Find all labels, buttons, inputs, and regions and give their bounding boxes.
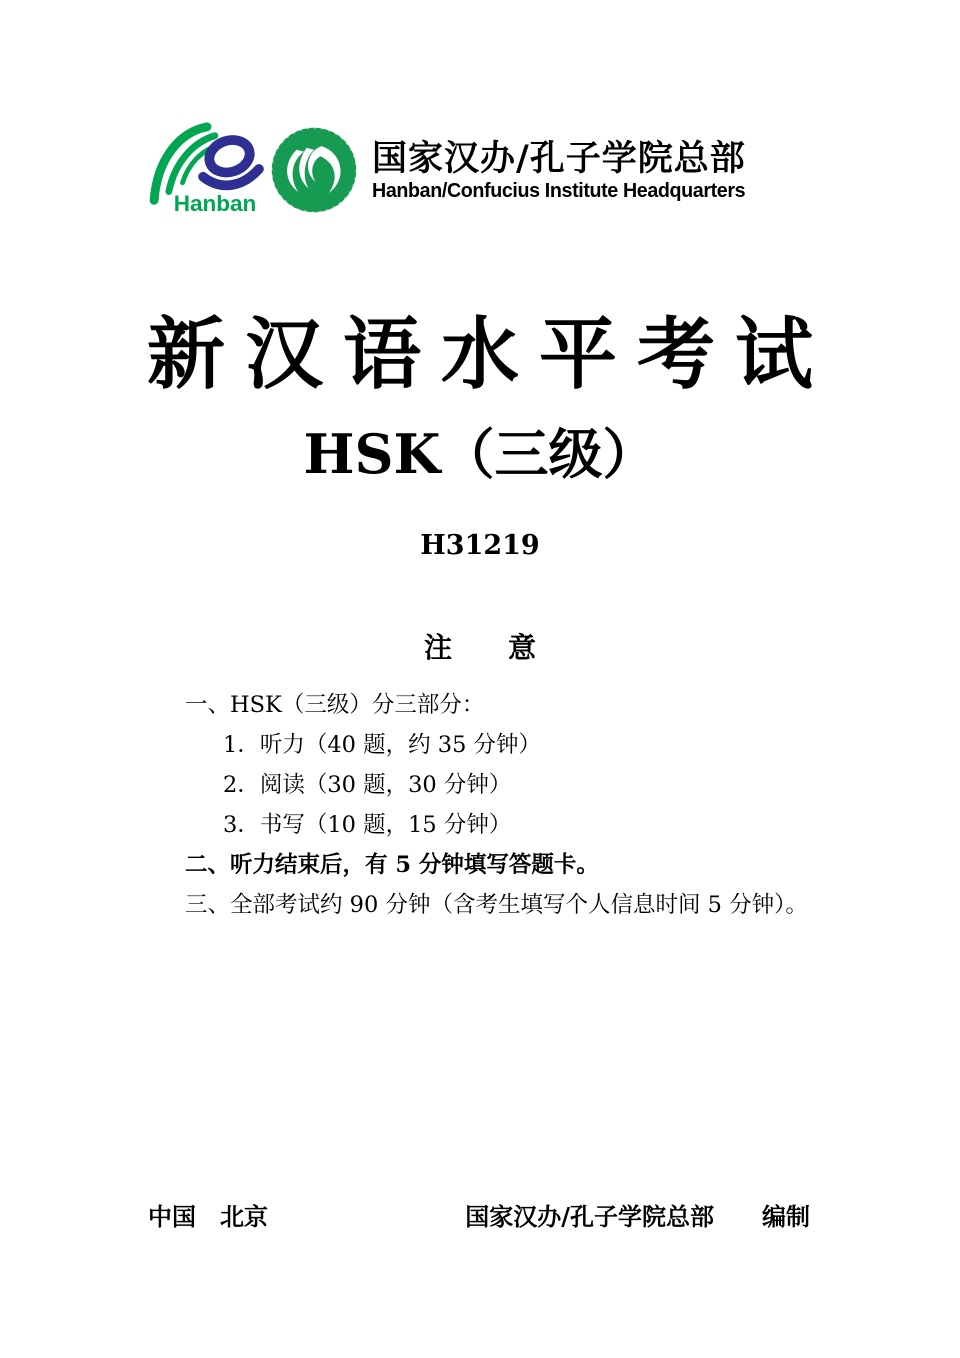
header: [148, 0, 960, 218]
notice-item-text: 3．书写（10 题，15 分钟）: [223, 812, 512, 839]
org-title-en: Hanban/Confucius Institute Headquarters: [372, 179, 746, 202]
notice-item-marker: 三、: [185, 892, 231, 919]
notice-item: [185, 885, 825, 925]
exam-title: [0, 304, 960, 405]
notice-subitem: [185, 765, 825, 805]
notice-item-text: HSK（三级）分三部分：: [230, 692, 485, 719]
notice-item-marker: 二、: [185, 852, 231, 879]
notice-list: [185, 685, 825, 925]
exam-title-text: 新汉语水平考试: [146, 309, 833, 400]
exam-code: H31219: [420, 529, 540, 561]
notice-heading: 注 意: [423, 630, 536, 664]
notice-item: [185, 685, 825, 725]
notice-item: [185, 845, 825, 885]
hanban-logo-icon: [148, 120, 266, 216]
footer-location: 中国 北京: [148, 1202, 268, 1231]
notice-item-marker: 一、: [185, 692, 231, 719]
notice-subitem: [185, 805, 825, 845]
footer-publisher: 国家汉办/孔子学院总部 编制: [465, 1202, 810, 1231]
notice-item-text: 2．阅读（30 题，30 分钟）: [223, 772, 512, 799]
notice-item-text: 听力结束后，有 5 分钟填写答题卡。: [230, 852, 599, 879]
footer: [148, 1200, 810, 1234]
notice-item-text: 全部考试约 90 分钟（含考生填写个人信息时间 5 分钟）。: [230, 892, 808, 919]
notice-subitem: [185, 725, 825, 765]
exam-level: HSK（三级）: [303, 422, 657, 487]
hanban-logo-label: Hanban: [173, 191, 257, 216]
notice-item-text: 1．听力（40 题，约 35 分钟）: [223, 732, 542, 759]
org-titles: [372, 139, 761, 203]
org-title-zh: 国家汉办/孔子学院总部: [372, 138, 746, 179]
confucius-institute-logo-icon: [268, 124, 360, 216]
